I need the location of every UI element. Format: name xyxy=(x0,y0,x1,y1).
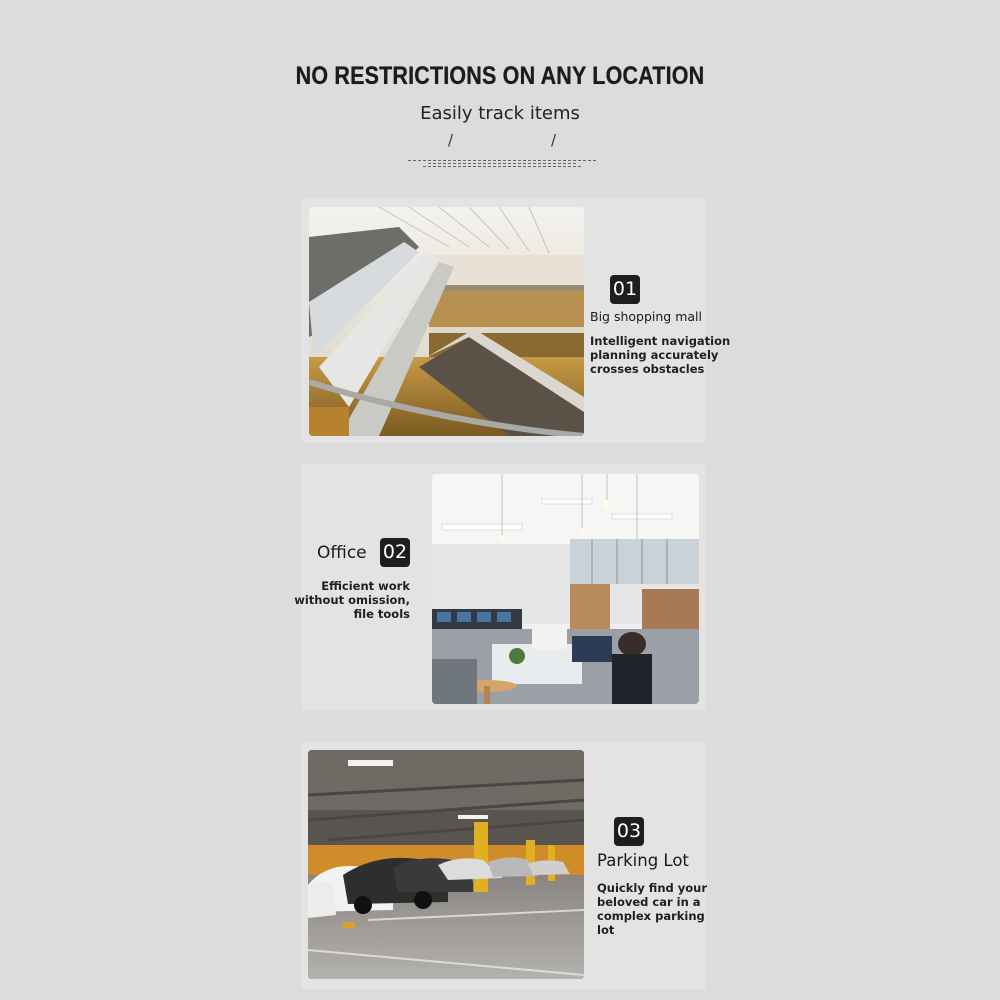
description-line: Efficient work xyxy=(321,579,410,593)
page-subheading: Easily track items xyxy=(420,103,580,124)
section-number-badge-02: 02 xyxy=(380,538,410,567)
description-line: without omission, xyxy=(294,593,410,607)
parking-lot-photo xyxy=(308,750,584,979)
description-line: crosses obstacles xyxy=(590,362,705,376)
section-description-office xyxy=(294,579,410,621)
section-description-parking xyxy=(597,881,707,937)
section-title-mall: Big shopping mall xyxy=(590,309,702,324)
shopping-mall-photo xyxy=(309,207,584,436)
divider-slash-left: / xyxy=(448,131,454,149)
section-title-parking: Parking Lot xyxy=(597,851,689,870)
description-line: Quickly find your xyxy=(597,881,708,895)
description-line: complex parking xyxy=(597,909,705,923)
section-number-badge-03: 03 xyxy=(614,817,644,846)
fine-print-decoration xyxy=(405,160,600,167)
section-title-office: Office xyxy=(317,543,367,563)
description-line: lot xyxy=(597,923,615,937)
description-line: beloved car in a xyxy=(597,895,701,909)
section-number-badge-01: 01 xyxy=(610,275,640,304)
page-headline: NO RESTRICTIONS ON ANY LOCATION xyxy=(295,62,705,90)
divider-slash-right: / xyxy=(551,131,557,149)
description-line: file tools xyxy=(353,607,410,621)
description-line: Intelligent navigation xyxy=(590,334,731,348)
section-description-mall xyxy=(590,334,730,376)
description-line: planning accurately xyxy=(590,348,719,362)
office-photo xyxy=(432,474,699,704)
